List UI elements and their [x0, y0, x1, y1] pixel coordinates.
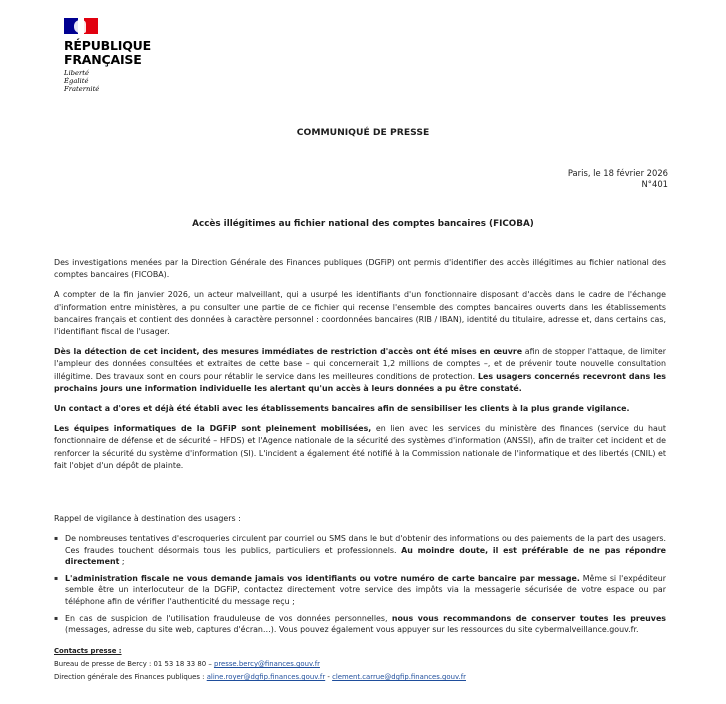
- press-release-label: COMMUNIQUÉ DE PRESSE: [296, 127, 430, 138]
- bercy-email-link[interactable]: presse.bercy@finances.gouv.fr: [213, 660, 320, 668]
- marianne-icon: [74, 20, 86, 33]
- paragraph-teams: Les équipes informatiques de la DGFiP sont pleinement mobilisées, en lien avec les services du ministère des finances (service du haut fonctionnaire de défense et de sécurité – HFDS) et l'Agence nationale de la sécurité des systèmes d'information (ANSSI), afin de traiter cet incident et de renforcer la sécurité du système d'information (SI). L'incident a également été notifié à la Commission nationale de l'informatique et des libertés (CNIL) et fait l'objet d'un dépôt de plainte.: [54, 424, 666, 470]
- list-item: ▪ En cas de suspicion de l'utilisation frauduleuse de vos données personnelles, nous vous recommandons de conserver toutes les preuves (messages, adresse du site web, captures d'écran…). Vous pouvez également vous appuyer sur les ressources du site cybermalveillance.gouv.fr.: [54, 613, 666, 636]
- release-number: N°401: [641, 179, 668, 189]
- contact-bercy: Bureau de presse de Bercy : 01 53 18 33 80 – presse.bercy@finances.gouv.fr: [54, 660, 320, 668]
- republique-francaise-logo: [64, 18, 184, 93]
- vigilance-intro: Rappel de vigilance à destination des usagers :: [54, 514, 241, 523]
- contact-dgfip: Direction générale des Finances publiques : aline.royer@dgfip.finances.gouv.fr - clement.carrue@dgfip.finances.gouv.fr: [54, 673, 466, 681]
- headline: Accès illégitimes au fichier national des comptes bancaires (FICOBA): [192, 219, 534, 229]
- paragraph-intro: Des investigations menées par la Direction Générale des Finances publiques (DGFiP) ont permis d'identifier des accès illégitimes au fichier national des comptes bancaires (FICOBA).: [54, 258, 666, 280]
- list-item: ▪ L'administration fiscale ne vous demande jamais vos identifiants ou votre numéro de carte bancaire par message. Même si l'expéditeur semble être un interlocuteur de la DGFiP, contactez directement votre service des impôts via la messagerie sécurisée de votre espace ou par téléphone afin de vérifier l'authenticité du message reçu ;: [54, 573, 666, 608]
- dgfip-email-link-1[interactable]: aline.royer@dgfip.finances.gouv.fr: [206, 673, 326, 681]
- contacts-title: Contacts presse :: [54, 647, 122, 655]
- body-text: [54, 257, 666, 480]
- list-item: ▪ De nombreuses tentatives d'escroqueries circulent par courriel ou SMS dans le but d'obtenir des informations ou des paiements de la part des usagers. Ces fraudes touchent désormais tous les publics, particuliers et professionnels. Au moindre doute, il est préférable de ne pas répondre directement ;: [54, 533, 666, 568]
- republic-name: RÉPUBLIQUE FRANÇAISE: [64, 38, 151, 67]
- paragraph-banks: Un contact a d'ores et déjà été établi avec les établissements bancaires afin de sensibiliser les clients à la plus grande vigilance.: [54, 404, 630, 414]
- dateline: [568, 168, 668, 190]
- press-contacts: [54, 645, 466, 684]
- vigilance-list: [54, 533, 666, 641]
- release-date: Paris, le 18 février 2026: [567, 168, 668, 178]
- paragraph-measures: Dès la détection de cet incident, des mesures immédiates de restriction d'accès ont été mises en œuvre afin de stopper l'attaque, de limiter l'ampleur des données consultées et extraites de cette base – qui concernerait 1,2 millions de comptes –, et de prévenir toute nouvelle consultation illégitime. Des travaux sont en cours pour rétablir le service dans les meilleures conditions de protection. Les usagers concernés recevront dans les prochains jours une information individuelle les alertant qu'un accès à leurs données a pu être constaté.: [54, 347, 667, 393]
- dgfip-email-link-2[interactable]: clement.carrue@dgfip.finances.gouv.fr: [332, 673, 466, 681]
- republic-motto: Liberté Égalité Fraternité: [64, 69, 100, 93]
- french-flag-icon: [64, 18, 98, 34]
- paragraph-incident: A compter de la fin janvier 2026, un acteur malveillant, qui a usurpé les identifiants d'un fonctionnaire disposant d'accès dans le cadre de l'échange d'information entre ministères, a pu consulter une partie de ce fichier qui recense l'ensemble des comptes bancaires ouverts dans les établissements bancaires français et contient des données à caractère personnel : coordonnées bancaires (RIB / IBAN), identité du titulaire, adresse et, dans certains cas, l'identifiant fiscal de l'usager.: [54, 290, 666, 337]
